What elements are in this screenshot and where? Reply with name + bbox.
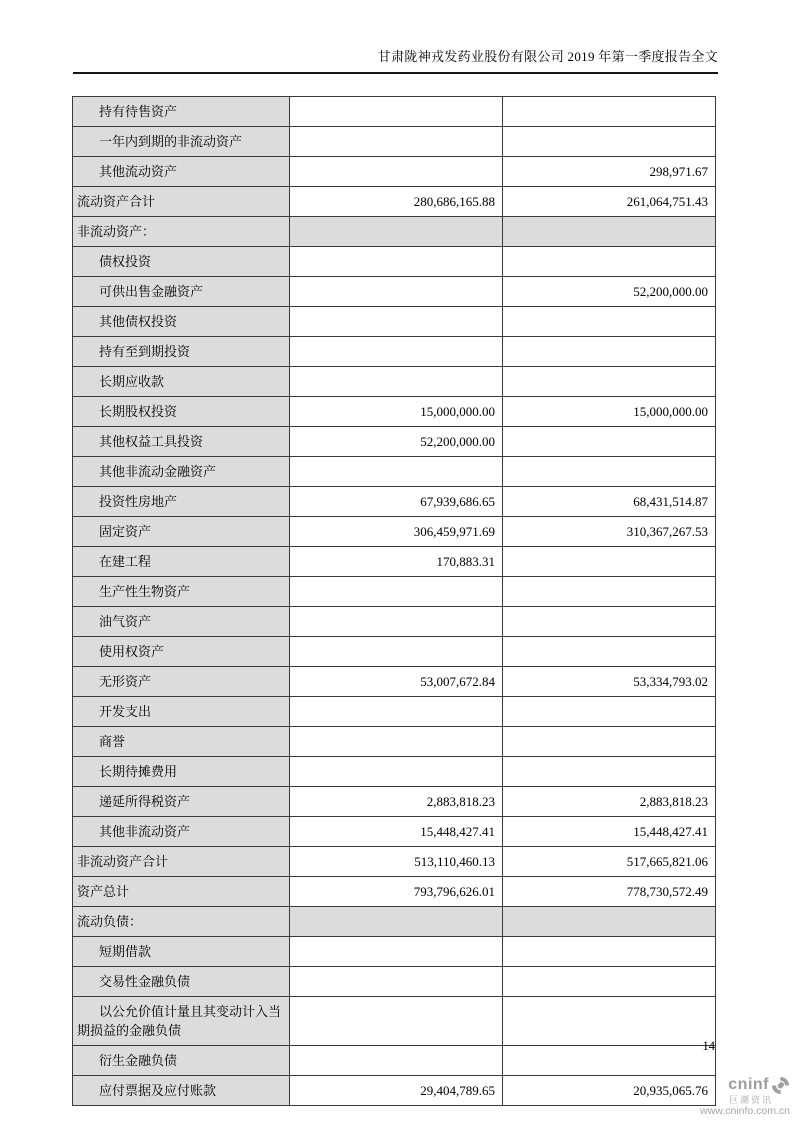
table-row (73, 397, 716, 427)
row-value-current (290, 907, 503, 937)
row-label: 以公允价值计量且其变动计入当期损益的金融负债 (73, 997, 290, 1046)
table-row (73, 157, 716, 187)
row-label: 在建工程 (73, 547, 290, 577)
row-value-current (290, 157, 503, 187)
table-row (73, 757, 716, 787)
row-label: 流动资产合计 (73, 187, 290, 217)
row-label: 持有待售资产 (73, 97, 290, 127)
table-row (73, 457, 716, 487)
row-value-prior (503, 217, 716, 247)
table-row (73, 517, 716, 547)
row-value-prior: 53,334,793.02 (503, 667, 716, 697)
table-row (73, 937, 716, 967)
table-row (73, 577, 716, 607)
row-value-current (290, 1046, 503, 1076)
row-value-current (290, 127, 503, 157)
table-row (73, 187, 716, 217)
row-value-prior: 20,935,065.76 (503, 1076, 716, 1106)
row-value-prior (503, 547, 716, 577)
row-value-current (290, 967, 503, 997)
table-row (73, 487, 716, 517)
row-label: 其他非流动金融资产 (73, 457, 290, 487)
row-value-current: 306,459,971.69 (290, 517, 503, 547)
table-row (73, 127, 716, 157)
row-value-current (290, 217, 503, 247)
row-value-prior: 310,367,267.53 (503, 517, 716, 547)
row-value-current (290, 337, 503, 367)
row-value-current (290, 277, 503, 307)
row-label: 无形资产 (73, 667, 290, 697)
table-row (73, 427, 716, 457)
row-value-current (290, 937, 503, 967)
balance-sheet-table (72, 96, 716, 1106)
row-label: 应付票据及应付账款 (73, 1076, 290, 1106)
row-label: 非流动资产： (73, 217, 290, 247)
row-value-current: 513,110,460.13 (290, 847, 503, 877)
row-value-prior: 298,971.67 (503, 157, 716, 187)
cninfo-logo (700, 1076, 790, 1117)
row-label: 投资性房地产 (73, 487, 290, 517)
row-value-current (290, 997, 503, 1046)
row-value-current: 29,404,789.65 (290, 1076, 503, 1106)
row-value-current (290, 307, 503, 337)
row-label: 一年内到期的非流动资产 (73, 127, 290, 157)
row-value-prior: 517,665,821.06 (503, 847, 716, 877)
row-label: 商誉 (73, 727, 290, 757)
row-value-current: 170,883.31 (290, 547, 503, 577)
row-value-prior (503, 907, 716, 937)
page-number: 14 (702, 1039, 715, 1053)
row-label: 递延所得税资产 (73, 787, 290, 817)
row-value-current: 15,448,427.41 (290, 817, 503, 847)
cninfo-brand-text: cninf (728, 1076, 769, 1094)
row-value-current (290, 247, 503, 277)
row-label: 长期待摊费用 (73, 757, 290, 787)
row-label: 其他流动资产 (73, 157, 290, 187)
row-value-prior: 15,448,427.41 (503, 817, 716, 847)
row-label: 非流动资产合计 (73, 847, 290, 877)
row-value-current (290, 97, 503, 127)
row-value-prior (503, 607, 716, 637)
row-value-current: 793,796,626.01 (290, 877, 503, 907)
table-row (73, 697, 716, 727)
table-row (73, 247, 716, 277)
row-value-current (290, 367, 503, 397)
table-row (73, 277, 716, 307)
row-value-prior (503, 247, 716, 277)
page-header (73, 46, 718, 74)
row-label: 其他非流动资产 (73, 817, 290, 847)
row-value-prior (503, 937, 716, 967)
table-row (73, 1076, 716, 1106)
table-row (73, 337, 716, 367)
row-value-current (290, 637, 503, 667)
row-label: 流动负债： (73, 907, 290, 937)
row-label: 交易性金融负债 (73, 967, 290, 997)
row-value-prior (503, 457, 716, 487)
row-value-prior (503, 757, 716, 787)
row-value-prior (503, 697, 716, 727)
row-label: 开发支出 (73, 697, 290, 727)
row-value-current: 280,686,165.88 (290, 187, 503, 217)
row-label: 持有至到期投资 (73, 337, 290, 367)
row-label: 使用权资产 (73, 637, 290, 667)
row-label: 其他权益工具投资 (73, 427, 290, 457)
row-value-prior (503, 127, 716, 157)
table-row (73, 907, 716, 937)
table-row (73, 607, 716, 637)
table-row (73, 727, 716, 757)
table-row (73, 967, 716, 997)
row-value-current: 53,007,672.84 (290, 667, 503, 697)
row-value-current (290, 577, 503, 607)
cninfo-logo-row (728, 1076, 790, 1095)
row-value-prior: 15,000,000.00 (503, 397, 716, 427)
row-value-prior: 2,883,818.23 (503, 787, 716, 817)
row-value-prior: 52,200,000.00 (503, 277, 716, 307)
table-row (73, 217, 716, 247)
row-value-current (290, 457, 503, 487)
row-value-prior (503, 307, 716, 337)
row-label: 长期应收款 (73, 367, 290, 397)
table-row (73, 817, 716, 847)
table-row (73, 367, 716, 397)
row-value-prior (503, 727, 716, 757)
row-value-prior (503, 337, 716, 367)
cninfo-swirl-icon (771, 1076, 790, 1095)
row-value-prior (503, 577, 716, 607)
balance-table-body (73, 97, 716, 1106)
row-value-prior (503, 97, 716, 127)
row-value-prior: 68,431,514.87 (503, 487, 716, 517)
row-value-prior (503, 427, 716, 457)
table-row (73, 637, 716, 667)
table-row (73, 847, 716, 877)
row-label: 资产总计 (73, 877, 290, 907)
row-value-current (290, 607, 503, 637)
row-label: 生产性生物资产 (73, 577, 290, 607)
report-title: 甘肃陇神戎发药业股份有限公司 2019 年第一季度报告全文 (377, 49, 718, 64)
row-label: 长期股权投资 (73, 397, 290, 427)
row-label: 油气资产 (73, 607, 290, 637)
row-value-prior (503, 637, 716, 667)
table-row (73, 97, 716, 127)
table-row (73, 667, 716, 697)
table-row (73, 547, 716, 577)
row-value-current: 52,200,000.00 (290, 427, 503, 457)
row-value-prior (503, 967, 716, 997)
table-row (73, 307, 716, 337)
row-value-current (290, 757, 503, 787)
table-row (73, 787, 716, 817)
row-value-current (290, 727, 503, 757)
row-value-prior (503, 367, 716, 397)
row-label: 其他债权投资 (73, 307, 290, 337)
row-label: 债权投资 (73, 247, 290, 277)
row-value-current (290, 697, 503, 727)
row-label: 短期借款 (73, 937, 290, 967)
row-label: 固定资产 (73, 517, 290, 547)
row-value-current: 15,000,000.00 (290, 397, 503, 427)
table-row (73, 877, 716, 907)
row-label: 可供出售金融资产 (73, 277, 290, 307)
row-label: 衍生金融负债 (73, 1046, 290, 1076)
row-value-prior: 778,730,572.49 (503, 877, 716, 907)
row-value-current: 2,883,818.23 (290, 787, 503, 817)
row-value-prior: 261,064,751.43 (503, 187, 716, 217)
cninfo-caption: 巨潮资讯 (728, 1095, 773, 1105)
row-value-current: 67,939,686.65 (290, 487, 503, 517)
cninfo-url: www.cninfo.com.cn (700, 1105, 790, 1118)
